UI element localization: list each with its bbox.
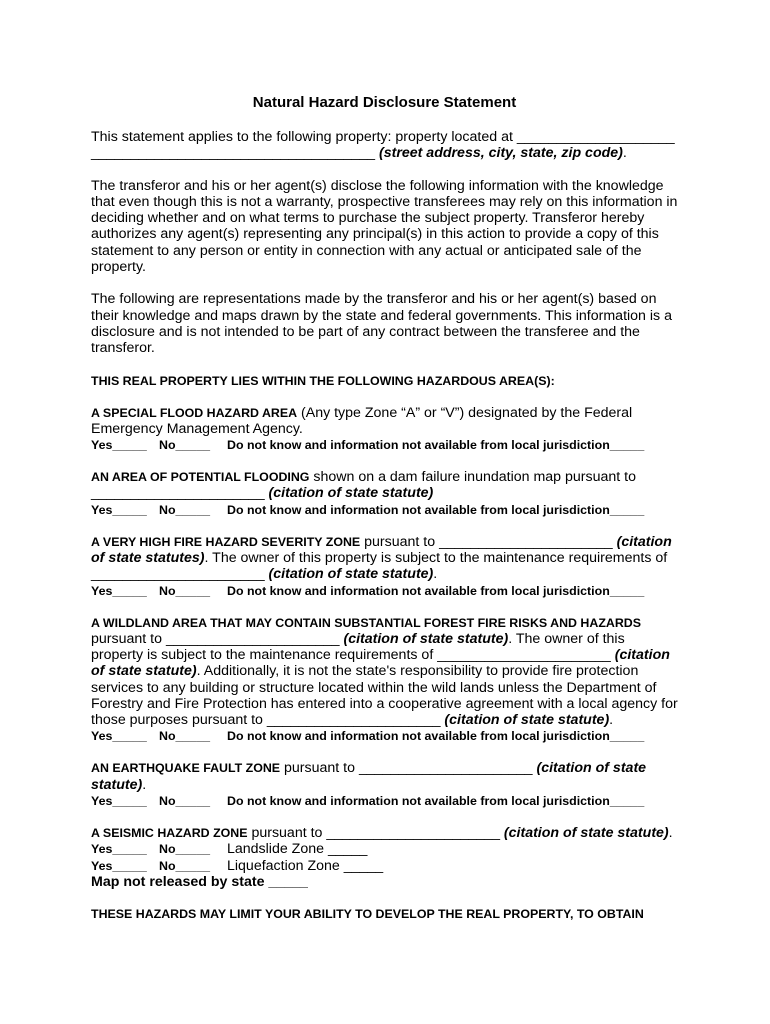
dam-unknown[interactable]: Do not know and information not available from local jurisdiction_____: [227, 502, 645, 517]
document-title: Natural Hazard Disclosure Statement: [252, 94, 517, 111]
wildland-citation-3: (citation of state statute): [440, 712, 610, 729]
landslide-row: [91, 841, 678, 857]
landslide-zone[interactable]: Landslide Zone _____: [227, 841, 368, 858]
liquefaction-zone[interactable]: Liquefaction Zone _____: [227, 857, 384, 874]
wildland-no[interactable]: No_____: [159, 729, 210, 744]
seismic-description: pursuant to: [247, 825, 327, 842]
earthquake-description: pursuant to: [280, 760, 359, 777]
flood-zone-responses: [91, 437, 678, 453]
wildland-yes[interactable]: Yes_____: [91, 729, 147, 744]
seismic-end: .: [668, 825, 673, 842]
wildland-blank-2[interactable]: ______________________: [437, 646, 611, 663]
fire-zone-responses: [91, 583, 678, 599]
fire-zone-citation-2: (citation of state statute): [264, 566, 434, 583]
footer-heading: THESE HAZARDS MAY LIMIT YOUR ABILITY TO DEVELOP THE REAL PROPERTY, TO OBTAIN: [91, 907, 644, 922]
wildland-text-3: . Additionally, it is not the state's responsibility to provide fire protection services to any building or structure located within the wild lands unless the Department of Forestry and Fire Protection has entered into a cooperative agreement with a local agency for those purposes pursuant to: [91, 663, 678, 729]
map-not-released[interactable]: Map not released by state _____: [91, 873, 308, 890]
dam-flood-blank[interactable]: ______________________: [91, 485, 265, 502]
wildland-text-2: . The owner of this property is subject to the maintenance requirements of: [91, 630, 625, 663]
earthquake-text: [91, 760, 678, 793]
flood-yes[interactable]: Yes_____: [91, 438, 147, 453]
seismic-text: [91, 825, 678, 841]
wildland-citation-2: (citation of state statute): [91, 646, 670, 680]
wildland-unknown[interactable]: Do not know and information not available from local jurisdiction_____: [227, 729, 645, 744]
address-blank-2: ____________________________________: [91, 145, 376, 162]
wildland-end: .: [609, 712, 614, 729]
wildland-heading: A WILDLAND AREA THAT MAY CONTAIN SUBSTANTIAL FOREST FIRE RISKS AND HAZARDS: [91, 615, 641, 630]
fire-unknown[interactable]: Do not know and information not available from local jurisdiction_____: [227, 583, 645, 598]
fire-zone-end: .: [433, 566, 438, 583]
dam-flood-description: shown on a dam failure inundation map pursuant to: [309, 469, 636, 486]
earthquake-citation: (citation of state statute): [91, 760, 647, 793]
disclosure-paragraph-2: The following are representations made by the transferor and his or her agent(s) based on their knowledge and maps drawn by the state and federal governments. This information is a disclosure and is not intended to be part of any contract between the transferee and the transferor.: [91, 291, 672, 357]
dam-flood-responses: [91, 502, 678, 518]
fire-zone-text: [91, 534, 678, 583]
landslide-no[interactable]: No_____: [159, 842, 210, 857]
flood-no[interactable]: No_____: [159, 438, 210, 453]
disclosure-paragraph-1: The transferor and his or her agent(s) disclose the following information with the knowledge that even though this is not a warranty, prospective transferees may rely on this information in deciding whether and on what terms to purchase the subject property. Transferor hereby authorizes any agent(s) representing any principal(s) in this action to provide a copy of this statement to any person or entity in connection with any actual or anticipated sale of the property.: [91, 177, 678, 276]
earthquake-end: .: [142, 776, 147, 793]
liquefaction-no[interactable]: No_____: [159, 858, 210, 873]
fire-zone-heading: A VERY HIGH FIRE HAZARD SEVERITY ZONE: [91, 534, 361, 549]
earthquake-blank[interactable]: ______________________: [358, 760, 533, 777]
dam-yes[interactable]: Yes_____: [91, 502, 147, 517]
earthquake-unknown[interactable]: Do not know and information not available from local jurisdiction_____: [227, 794, 645, 809]
fire-yes[interactable]: Yes_____: [91, 583, 147, 598]
dam-no[interactable]: No_____: [159, 502, 210, 517]
wildland-blank-3[interactable]: ______________________: [266, 712, 441, 729]
dam-flood-heading: AN AREA OF POTENTIAL FLOODING: [91, 470, 310, 485]
dam-flood-text: [91, 469, 678, 502]
hazard-section-heading: THIS REAL PROPERTY LIES WITHIN THE FOLLOWING HAZARDOUS AREA(S):: [91, 373, 555, 388]
fire-zone-blank-2[interactable]: ______________________: [91, 566, 265, 583]
intro-paragraph: [91, 129, 678, 162]
earthquake-yes[interactable]: Yes_____: [91, 794, 147, 809]
seismic-blank[interactable]: ______________________: [326, 825, 500, 842]
fire-zone-text-2: . The owner of this property is subject to the maintenance requirements of: [204, 550, 668, 567]
landslide-yes[interactable]: Yes_____: [91, 842, 147, 857]
seismic-citation: (citation of state statute): [499, 825, 669, 842]
fire-zone-blank-1[interactable]: ______________________: [439, 533, 613, 550]
wildland-text: [91, 631, 678, 729]
fire-no[interactable]: No_____: [159, 583, 210, 598]
address-blank-1: ____________________: [516, 129, 675, 145]
fire-zone-citation-1: (citation of state statutes): [91, 533, 672, 567]
earthquake-heading: AN EARTHQUAKE FAULT ZONE: [91, 761, 281, 776]
flood-zone-text: [91, 405, 678, 438]
flood-zone-description: (Any type Zone “A” or “V”) designated by the Federal Emergency Management Agency.: [91, 404, 633, 437]
fire-zone-text-1: pursuant to: [360, 533, 440, 550]
wildland-citation-1: (citation of state statute): [339, 630, 509, 647]
liquefaction-yes[interactable]: Yes_____: [91, 858, 147, 873]
liquefaction-row: [91, 858, 678, 874]
earthquake-responses: [91, 793, 678, 809]
wildland-blank-1[interactable]: ______________________: [165, 630, 340, 647]
intro-text: This statement applies to the following property: property located at: [91, 129, 517, 145]
dam-flood-citation: (citation of state statute): [264, 485, 434, 502]
seismic-heading: A SEISMIC HAZARD ZONE: [91, 826, 248, 841]
flood-unknown[interactable]: Do not know and information not available from local jurisdiction_____: [227, 438, 645, 453]
intro-end: .: [622, 145, 627, 162]
flood-zone-heading: A SPECIAL FLOOD HAZARD AREA: [91, 405, 298, 420]
wildland-responses: [91, 728, 678, 744]
address-label: (street address, city, state, zip code): [375, 145, 623, 162]
earthquake-no[interactable]: No_____: [159, 794, 210, 809]
wildland-text-1: pursuant to: [91, 630, 166, 647]
